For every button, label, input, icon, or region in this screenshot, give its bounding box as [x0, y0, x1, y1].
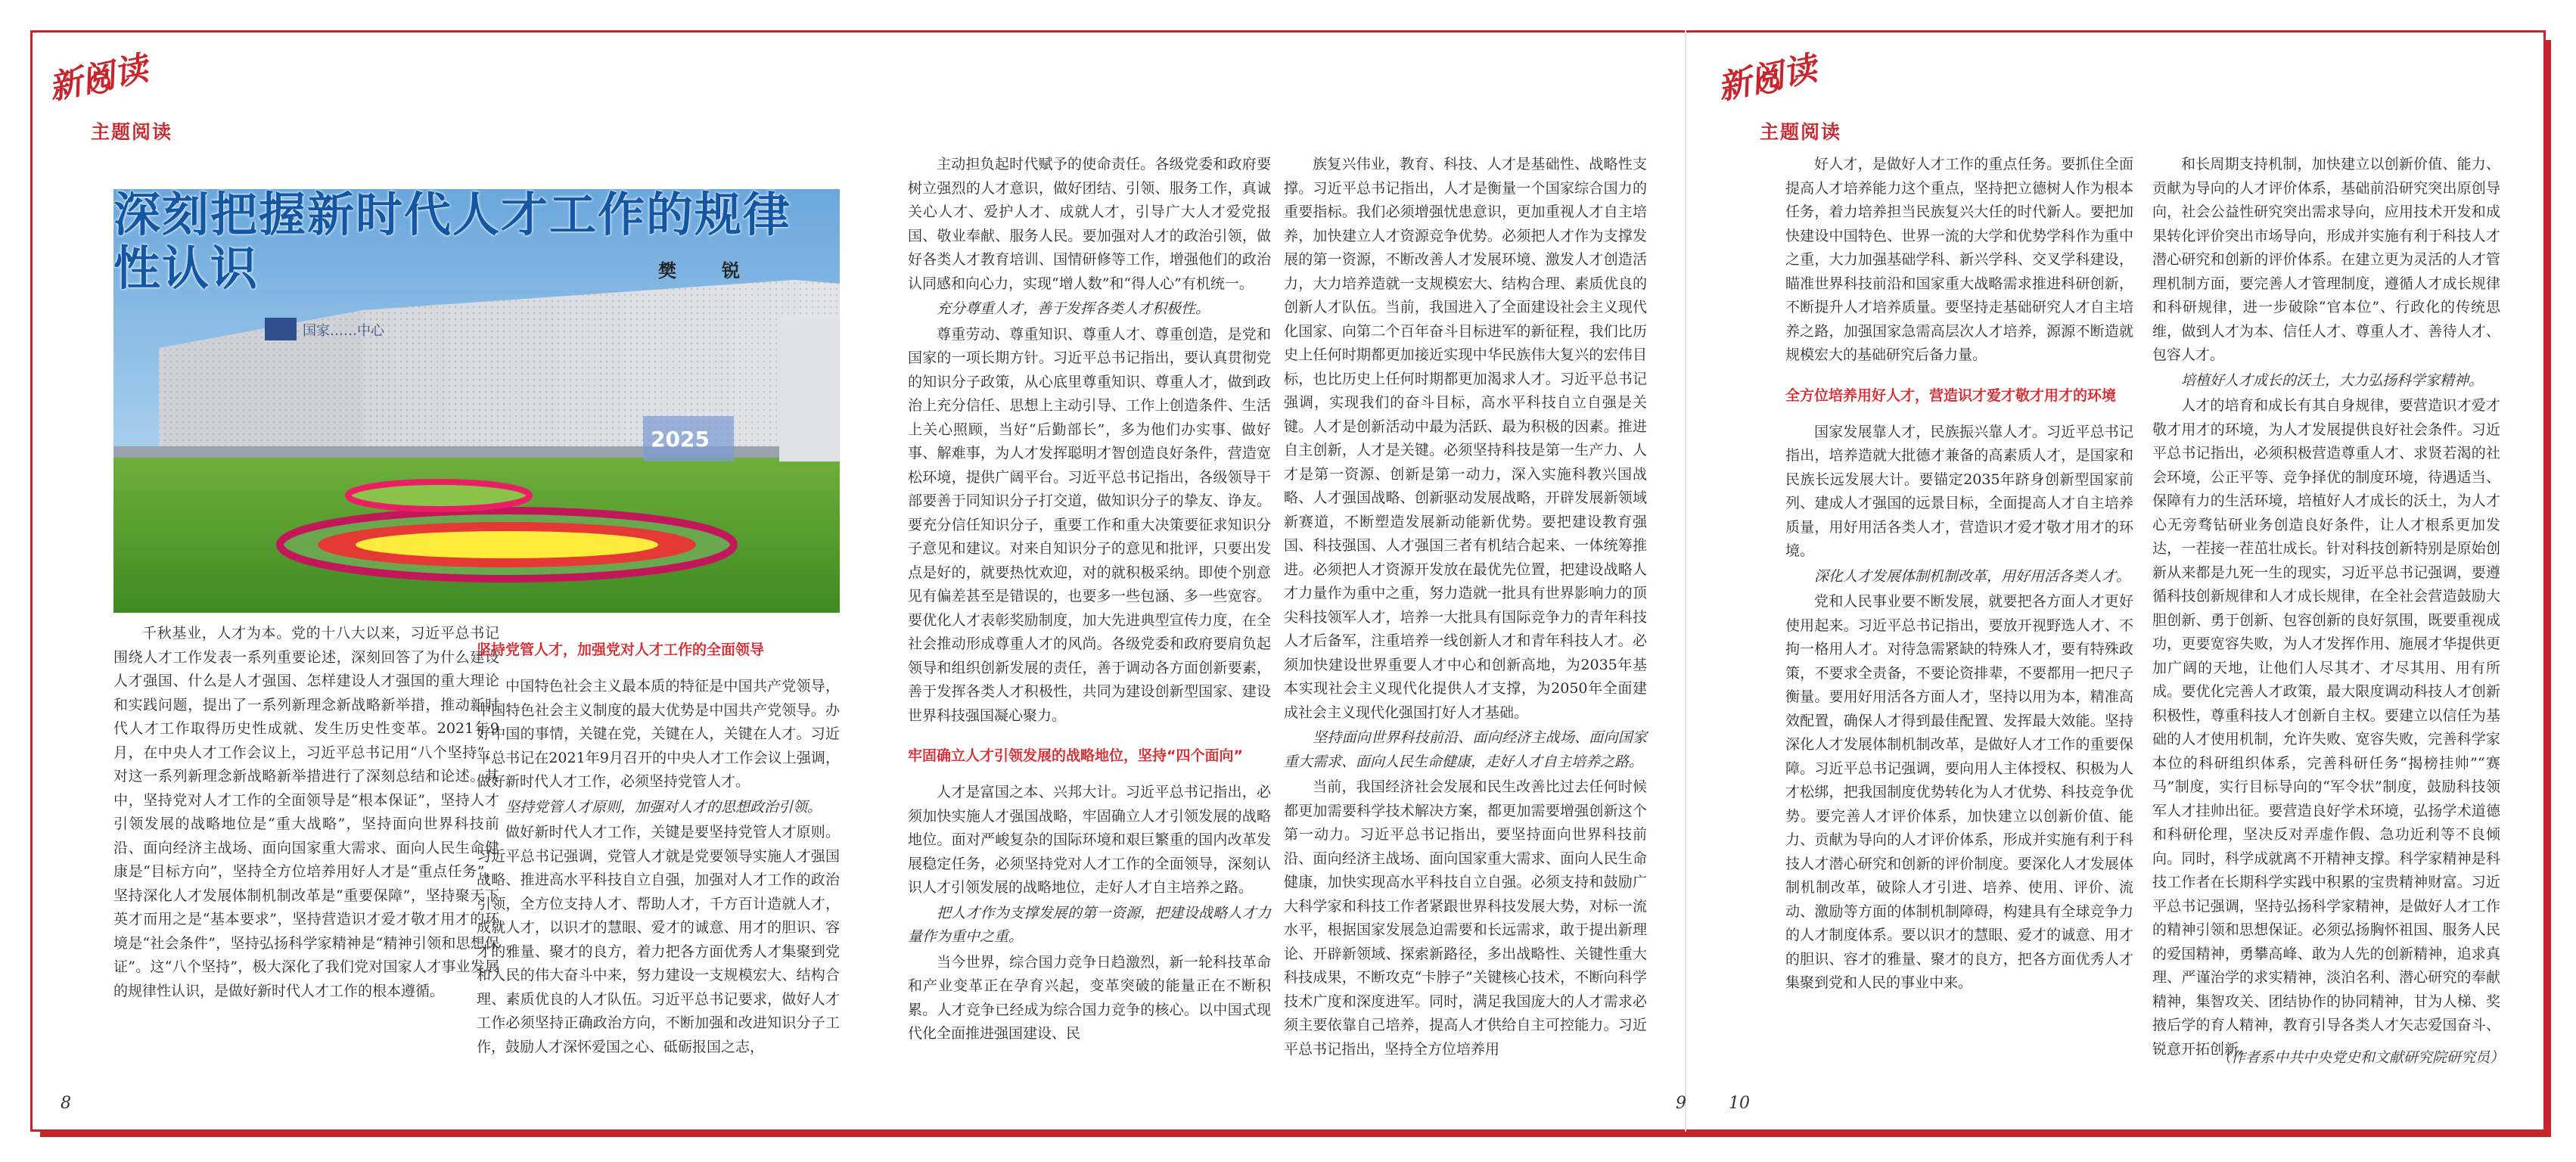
section-label-left: 主题阅读	[91, 121, 173, 143]
logo-script-text: 新阅读	[45, 48, 151, 108]
body-paragraph: 当前，我国经济社会发展和民生改善比过去任何时候都更加需要科学技术解决方案，都更加需要增强创新这个第一动力。习近平总书记指出，要坚持面向世界科技前沿、面向经济主战场、面向国家重大需求、面向人民生命健康，加快实现高水平科技自立自强。必须支持和鼓励广大科学家和科技工作者紧跟世界科技发展大势，对标一流水平，根据国家发展急迫需要和长远需求，敢于提出新理论、开辟新领域、探索新路径，多出战略性、关键性重大科技成果，不断攻克“卡脖子”关键核心技术，不断向科学技术广度和深度进军。同时，满足我国庞大的人才需求必须主要依靠自己培养，提高人才供给自主可控能力。习近平总书记指出，坚持全方位培养用	[1284, 778, 1647, 1058]
body-paragraph: 人才的培育和成长有其自身规律，要营造识才爱才敬才用才的环境，为人才发展提供良好社会条件。习近平总书记指出，必须积极营造尊重人才、求贤若渴的社会环境，公正平等、竞争择优的制度环境，待遇适当、保障有力的生活环境，培植好人才成长的沃土，为人才心无旁骛钻研业务创造良好条件，让人才根系更加发达，一茬接一茬茁壮成长。针对科技创新特别是原始创新从来都是九死一生的现实，习近平总书记强调，要遵循科技创新规律和人才成长规律，在全社会营造鼓励大胆创新、勇于创新、包容创新的良好氛围，既要重视成功，更要宽容失败，为人才发挥作用、施展才华提供更加广阔的天地，让他们人尽其才、才尽其用、用有所成。要优化完善人才政策，最大限度调动科技人才创新积极性，尊重科技人才创新自主权。要建立以信任为基础的人才使用机制，允许失败、宽容失败，完善科学家本位的科研组织体系，完善科研任务“揭榜挂帅”“赛马”制度，实行目标导向的“军令状”制度，鼓励科技领军人才挂帅出征。要营造良好学术环境，弘扬学术道德和科研伦理，坚决反对弄虚作假、急功近利等不良倾向。同时，科学成就离不开精神支撑。科学家精神是科技工作者在长期科学实践中积累的宝贵精神财富。习近平总书记强调，坚持弘扬科学家精神，是做好人才工作的精神引领和思想保证。必须弘扬胸怀祖国、服务人民的爱国精神，勇攀高峰、敢为人先的创新精神，追求真理、严谨治学的求实精神，淡泊名利、潜心研究的奉献精神，集智攻关、团结协作的协同精神，甘为人梯、奖掖后学的育人精神，教育引导各类人才矢志爱国奋斗、锐意开拓创新。	[2152, 397, 2500, 1058]
flowerbed-number: 2025	[651, 427, 710, 452]
page-number-middle-left: 9	[1676, 1094, 1686, 1113]
body-paragraph: 中国特色社会主义最本质的特征是中国共产党领导，中国特色社会主义制度的最大优势是中国共产党领导。办好中国的事情，关键在党，关键在人，关键在人才。习近平总书记在2021年9月召开的中央人才工作会议上强调，做好新时代人才工作，必须坚持党管人才。	[477, 678, 840, 790]
text-column-5	[1785, 153, 2133, 1076]
section-subheading: 坚持党管人才，加强党对人才工作的全面领导	[477, 642, 765, 658]
body-paragraph: 尊重劳动、尊重知识、尊重人才、尊重创造，是党和国家的一项长期方针。习近平总书记指出，要认真贯彻党的知识分子政策，从心底里尊重知识、尊重人才，做到政治上充分信任、思想上主动引导、工作上创造条件、生活上关心照顾，当好“后勤部长”，多为他们办实事、做好事、解难事，为人才发挥聪明才智创造良好条件，营造宽松环境，提供广阔平台。习近平总书记指出，各级领导干部要善于同知识分子打交道，做知识分子的挚友、诤友。要充分信任知识分子，重要工作和重大决策要征求知识分子意见和建议。对来自知识分子的意见和批评，只要出发点是好的，就要热忱欢迎，对的就积极采纳。即使个别意见有偏差甚至是错误的，也要多一些包涵、多一些宽容。要优化人才表彰奖励制度，加大先进典型宣传力度，在全社会推动形成尊重人才的风尚。各级党委和政府要肩负起领导和组织创新发展的责任，善于调动各方面创新要素，善于发挥各类人才积极性，共同为建设创新型国家、建设世界科技强国凝心聚力。	[908, 325, 1271, 724]
paragraph-lead: 培植好人才成长的沃土，大力弘扬科学家精神。	[2181, 371, 2484, 389]
paragraph-lead: 坚持党管人才原则，加强对人才的思想政治引领。	[505, 798, 822, 816]
logo-script-text: 新阅读	[1714, 48, 1820, 108]
body-paragraph: 国家发展靠人才，民族振兴靠人才。习近平总书记指出，培养造就大批德才兼备的高素质人才，是国家和民族长远发展大计。要锚定2035年跻身创新型国家前列、建成人才强国的远景目标，全面提高人才自主培养质量，用好用活各类人才，营造识才爱才敬才用才的环境。	[1785, 423, 2133, 559]
body-paragraph: 族复兴伟业，教育、科技、人才是基础性、战略性支撑。习近平总书记指出，人才是衡量一个国家综合国力的重要指标。我们必须增强忧患意识，更加重视人才自主培养，加快建立人才资源竞争优势。必须把人才作为支撑发展的第一资源，不断改善人才发展环境、激发人才创造活力，大力培养造就一支规模宏大、结构合理、素质优良的创新人才队伍。当前，我国进入了全面建设社会主义现代化国家、向第二个百年奋斗目标进军的新征程，我们比历史上任何时期都更加接近实现中华民族伟大复兴的宏伟目标，也比历史上任何时期都更加渴求人才。习近平总书记强调，实现我们的奋斗目标，高水平科技自立自强是关键。人才是创新活动中最为活跃、最为积极的因素。推进自主创新，人才是关键。必须坚持科技是第一生产力、人才是第一资源、创新是第一动力，深入实施科教兴国战略、人才强国战略、创新驱动发展战略，开辟发展新领域新赛道，不断塑造发展新动能新优势。要把建设教育强国、科技强国、人才强国三者有机结合起来、一体统筹推进。必须把人才资源开发放在最优先位置，把建设战略人才力量作为重中之重，努力造就一批具有世界影响力的顶尖科技领军人才，培养一大批具有国际竞争力的青年科技人才后备军，注重培养一线创新人才和青年科技人才。必须加快建设世界重要人才中心和创新高地，为2035年基本实现社会主义现代化提供人才支撑，为2050年全面建成社会主义现代化强国打好人才基础。	[1284, 156, 1647, 721]
section-subheading: 全方位培养用好人才，营造识才爱才敬才用才的环境	[1785, 387, 2117, 404]
body-paragraph: 当今世界，综合国力竞争日趋激烈，新一轮科技革命和产业变革正在孕育兴起，变革突破的能量正在不断积累。人才竞争已经成为综合国力竞争的核心。以中国式现代化全面推进强国建设、民	[908, 953, 1271, 1042]
text-column-3	[908, 153, 1271, 1076]
text-column-2	[477, 622, 840, 1076]
logo-ornament-icon	[89, 73, 110, 94]
building-sign: 国家……中心	[303, 323, 384, 339]
article-author: 樊 锐	[658, 260, 754, 281]
body-paragraph: 党和人民事业要不断发展，就要把各方面人才更好使用起来。习近平总书记指出，要放开视野选人才、不拘一格用人才。对待急需紧缺的特殊人才，要有特殊政策，不要求全责备，不要论资排辈，不要都用一把尺子衡量。要用好用活各方面人才，坚持以用为本，精准高效配置，确保人才得到最佳配置、发挥最大效能。坚持深化人才发展体制机制改革，是做好人才工作的重要保障。习近平总书记强调，要向用人主体授权、积极为人才松绑，把我国制度优势转化为人才优势、科技竞争优势。要完善人才评价体系，加快建立以创新价值、能力、贡献为导向的人才评价体系，形成并实施有利于科技人才潜心研究和创新的评价制度。要深化人才发展体制机制改革，破除人才引进、培养、使用、评价、流动、激励等方面的体制机制障碍，构建具有全球竞争力的人才制度体系。要以识才的慧眼、爱才的诚意、用才的胆识、容才的雅量、聚才的良方，把各方面优秀人才集聚到党和人民的事业中来。	[1785, 593, 2133, 991]
paragraph-lead: 深化人才发展体制机制改革，用好用活各类人才。	[1814, 567, 2131, 585]
paragraph-lead: 坚持面向世界科技前沿、面向经济主战场、面向国家重大需求、面向人民生命健康，走好人才自主培养之路。	[1284, 729, 1647, 770]
section-subheading: 牢固确立人才引领发展的战略地位，坚持“四个面向”	[908, 747, 1243, 764]
body-paragraph: 主动担负起时代赋予的使命责任。各级党委和政府要树立强烈的人才意识，做好团结、引领、服务工作，真诚关心人才、爱护人才、成就人才，引导广大人才爱党报国、敬业奉献、服务人民。要加强对人才的政治引领，做好各类人才教育培训、国情研修等工作，增强他们的政治认同感和向心力，实现“增人数”和“得人心”有机统一。	[908, 156, 1271, 292]
body-paragraph: 人才是富国之本、兴邦大计。习近平总书记指出，必须加快实施人才强国战略，牢固确立人才引领发展的战略地位。面对严峻复杂的国际环境和艰巨繁重的国内改革发展稳定任务，必须坚持党对人才工作的全面领导，深刻认识人才引领发展的战略地位，走好人才自主培养之路。	[908, 784, 1271, 896]
author-note: （作者系中共中央党史和文献研究院研究员）	[2217, 1049, 2505, 1066]
text-column-4	[1284, 153, 1647, 1076]
page-number-left: 8	[61, 1094, 71, 1113]
body-paragraph: 好人才，是做好人才工作的重点任务。要抓住全面提高人才培养能力这个重点，坚持把立德树人作为根本任务，着力培养担当民族复兴大任的时代新人。要把加快建设中国特色、世界一流的大学和优势学科作为重中之重，大力加强基础学科、新兴学科、交叉学科建设，瞄准世界科技前沿和国家重大战略需求推进科研创新，不断提升人才培养质量。要坚持走基础研究人才自主培养之路，加强国家急需高层次人才培养，源源不断造就规模宏大的基础研究后备力量。	[1785, 156, 2133, 363]
logo-ornament-icon	[1758, 73, 1779, 94]
text-column-1	[113, 622, 499, 1076]
paragraph-lead: 把人才作为支撑发展的第一资源，把建设战略人才力量作为重中之重。	[908, 904, 1271, 945]
body-paragraph: 千秋基业，人才为本。党的十八大以来，习近平总书记围绕人才工作发表一系列重要论述，深刻回答了为什么建设人才强国、什么是人才强国、怎样建设人才强国的重大理论和实践问题，提出了一系列新理念新战略新举措，推动新时代人才工作取得历史性成就、发生历史性变革。2021年9月，在中央人才工作会议上，习近平总书记用“八个坚持”，对这一系列新理念新战略新举措进行了深刻总结和论述。其中，坚持党对人才工作的全面领导是“根本保证”，坚持人才引领发展的战略地位是“重大战略”，坚持面向世界科技前沿、面向经济主战场、面向国家重大需求、面向人民生命健康是“目标方向”，坚持全方位培养用好人才是“重点任务”，坚持深化人才发展体制机制改革是“重要保障”，坚持聚天下英才而用之是“基本要求”，坚持营造识才爱才敬才用才的环境是“社会条件”，坚持弘扬科学家精神是“精神引领和思想保证”。这“八个坚持”，极大深化了我们党对国家人才事业发展的规律性认识，是做好新时代人才工作的根本遵循。	[113, 625, 499, 999]
article-title: 深刻把握新时代人才工作的规律性认识	[113, 187, 792, 297]
section-label-right: 主题阅读	[1760, 121, 1842, 143]
body-paragraph: 和长周期支持机制，加快建立以创新价值、能力、贡献为导向的人才评价体系，基础前沿研究突出原创导向，社会公益性研究突出需求导向，应用技术开发和成果转化评价突出市场导向，形成并实施有利于科技人才潜心研究和创新的评价体系。在建立更为灵活的人才管理机制方面，要完善人才管理制度，遵循人才成长规律和科研规律，进一步破除“官本位”、行政化的传统思维，做到人才为本、信任人才、尊重人才、善待人才、包容人才。	[2152, 156, 2500, 363]
page-number-middle-right: 10	[1729, 1094, 1750, 1113]
body-paragraph: 做好新时代人才工作，关键是要坚持党管人才原则。习近平总书记强调，党管人才就是党要领导实施人才强国战略、推进高水平科技自立自强，加强对人才工作的政治引领，全方位支持人才、帮助人才，千方百计造就人才，成就人才，以识才的慧眼、爱才的诚意、用才的胆识、容才的雅量、聚才的良方，着力把各方面优秀人才集聚到党和人民的伟大奋斗中来，努力建设一支规模宏大、结构合理、素质优良的人才队伍。习近平总书记要求，做好人才工作必须坚持正确政治方向，不断加强和改进知识分子工作，鼓励人才深怀爱国之心、砥砺报国之志，	[477, 824, 840, 1055]
spine-gutter	[1685, 30, 1686, 1132]
paragraph-lead: 充分尊重人才，善于发挥各类人才积极性。	[937, 300, 1210, 317]
